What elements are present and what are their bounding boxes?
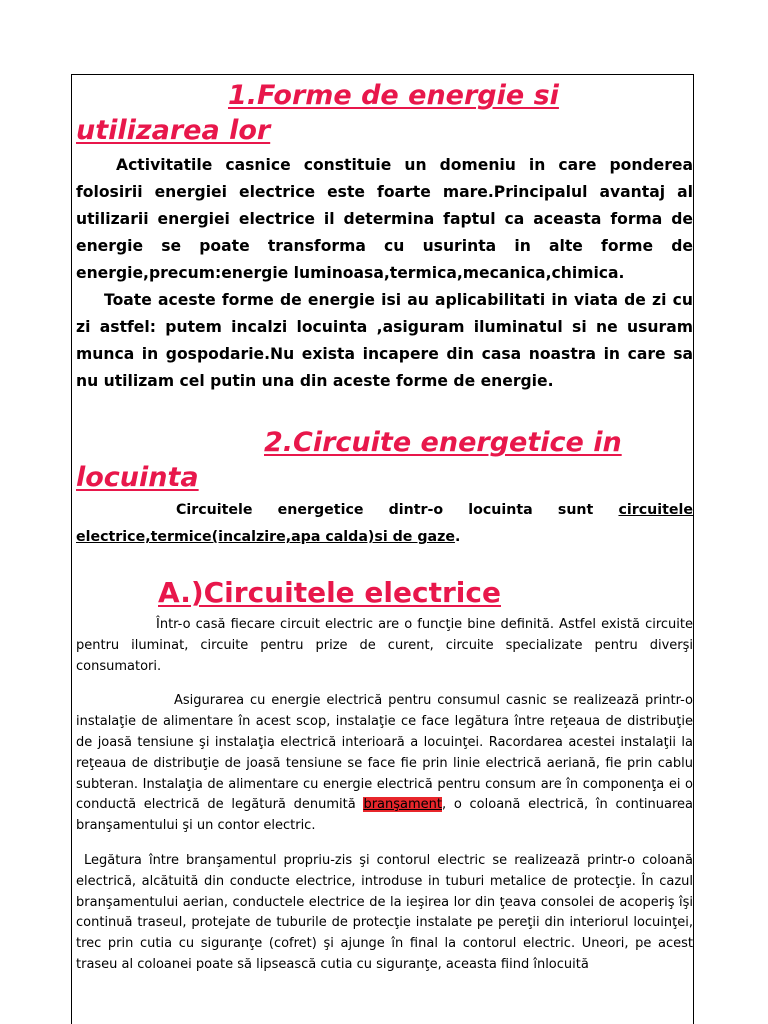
section-2-title <box>76 425 693 495</box>
bransament-highlight: branşament <box>363 797 442 813</box>
section-1-title-line2: utilizarea lor <box>76 115 271 146</box>
section-2-title-line1: 2.Circuite energetice in <box>264 427 622 458</box>
section-2-paragraph: Circuitele energetice dintr-o locuinta sunt circuitele electrice,termice(incalzire,apa calda)si de gaze. <box>76 502 693 545</box>
section-1-title <box>76 78 693 148</box>
section-1-title-line1: 1.Forme de energie si <box>228 80 559 111</box>
section-2-title-line2: locuinta <box>76 462 199 493</box>
circuit-types-underlined: circuitele electrice,termice(incalzire,apa calda)si de gaze <box>76 502 693 545</box>
document-content <box>76 78 693 976</box>
section-a-paragraph-1: Într-o casă fiecare circuit electric are o funcţie bine definită. Astfel există circuite pentru iluminat, circuite pentru prize de curent, circuite specializate pentru diverşi consumatori. <box>76 617 693 674</box>
section-a-title: A.)Circuitele electrice <box>158 576 501 609</box>
section-a-paragraph-3: Legătura între branşamentul propriu-zis şi contorul electric se realizează printr-o coloană electrică, alcătuită din conducte electrice, introduse in tuburi metalice de protecţie. În cazul branşamentului aerian, conductele electrice de la ieşirea lor din ţeava consolei de acoperiş îşi continuă traseul, protejate de tuburile de protecţie instalate pe pereţii din interiorul locuinţei, trec prin cutia cu siguranţe (cofret) şi ajunge în final la contorul electric. Uneori, pe acest traseu al coloanei poate să lipsească cutia cu siguranţe, aceasta fiind înlocuită <box>76 852 693 972</box>
section-1-paragraph-2: Toate aceste forme de energie isi au aplicabilitati in viata de zi cu zi astfel: putem incalzi locuinta ,asiguram iluminatul si ne usuram munca in gospodarie.Nu exista incapere din casa noastra in care sa nu utilizam cel putin una din aceste forme de energie. <box>76 291 693 390</box>
section-1-paragraph-1: Activitatile casnice constituie un domeniu in care ponderea folosirii energiei electrice este foarte mare.Principalul avantaj al utilizarii energiei electrice il determina faptul ca aceasta forma de energie se poate transforma cu usurinta in alte forme de energie,precum:energie luminoasa,termica,mecanica,chimica. <box>76 156 693 282</box>
section-a-paragraph-2: Asigurarea cu energie electrică pentru consumul casnic se realizează printr-o instalaţie de alimentare în acest scop, instalaţie ce face legătura între reţeaua de distribuţie de joasă tensiune şi instalaţia electrică interioară a locuinţei. Racordarea acestei instalaţii la reţeaua de distribuţie de joasă tensiune se face fie prin linie electrică aeriană, fie prin cablu subteran. Instalaţia de alimentare cu energie electrică pentru consum are în componenţa ei o conductă electrică de legătură denumită branşament, o coloană electrică, în continuarea branşamentului şi un contor electric. <box>76 693 694 834</box>
